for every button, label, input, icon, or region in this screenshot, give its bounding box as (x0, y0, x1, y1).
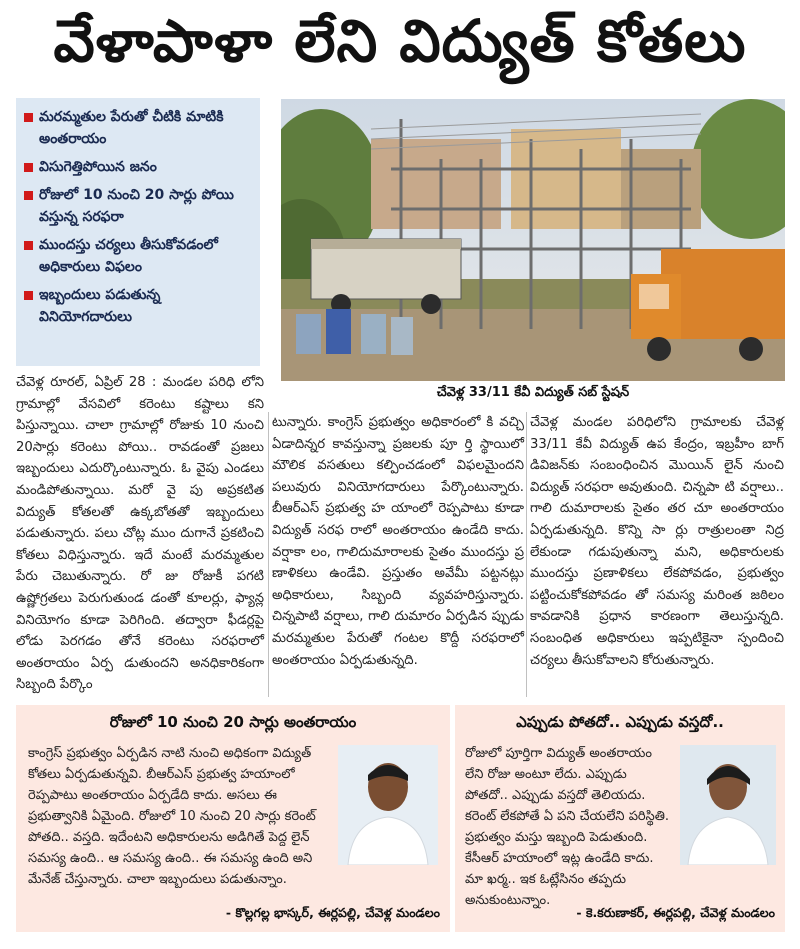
quote-box-a (16, 705, 450, 932)
portrait-photo (338, 745, 438, 865)
highlights-box (16, 98, 260, 366)
article-column-2 (272, 412, 524, 671)
substation-photo (281, 99, 785, 381)
highlight-item: ఇబ్బందులు పడుతున్న వినియోగదారులు (24, 284, 252, 328)
quote-text: రోజులో పూర్తిగా విద్యుత్ అంతరాయం లేని రోజు అంటూ లేదు. ఎప్పుడు పోతదో.. ఎప్పుడు వస్తదో తెలియదు. కరెంట్ లేకపోతే ఏ పని చేయలేని పరిస్థితి. ప్రభుత్వం మస్తు ఇబ్బంది పెడుతుంది. కేసీఆర్ హయాంలో ఇట్ల ఉండేది కాదు. మా ఖర్మ.. ఇక ఓట్లేసినం తప్పదు అనుకుంటున్నాం. (465, 746, 670, 908)
quote-signature: - కె.కరుణాకర్, ఈర్లపల్లి, చేవెళ్ల మండలం (576, 905, 775, 920)
headline (0, 0, 800, 96)
quote-title: రోజులో 10 నుంచి 20 సార్లు అంతరాయం (109, 713, 357, 731)
substation-illustration (281, 99, 785, 381)
bullet-square-icon (24, 191, 33, 200)
highlight-item: రోజులో 10 నుంచి 20 సార్లు పోయి వస్తున్న సరఫరా (24, 184, 252, 228)
portrait-photo (680, 745, 776, 865)
highlight-item: ముందస్తు చర్యలు తీసుకోవడంలో అధికారులు విఫలం (24, 234, 252, 278)
headline-text: వేళాపాళా లేని విద్యుత్ కోతలు (53, 6, 747, 75)
highlight-item: విసుగెత్తిపోయిన జనం (24, 156, 252, 178)
highlight-item: మరమ్మతుల పేరుతో చీటికి మాటికి అంతరాయం (24, 106, 252, 150)
article-column-1 (16, 372, 264, 696)
article-column-3 (530, 412, 784, 671)
column-divider (526, 412, 527, 697)
quote-signature: - కొల్లగల్ల భాస్కర్, ఈర్లపల్లి, చేవెళ్ల మండలం (225, 905, 440, 920)
photo-caption: చేవెళ్ల 33/11 కేవీ విద్యుత్ సబ్ స్టేషన్ (436, 385, 630, 400)
quote-text: కాంగ్రెస్ ప్రభుత్వం ఏర్పడిన నాటి నుంచి అధికంగా విద్యుత్ కోతలు ఏర్పడుతున్నవి. బీఆర్ఎస్ ప్రభుత్వ హయాంలో రెప్పపాటు అంతరాయం ఏర్పడేది కాదు. అసలు ఈ ప్రభుత్వానికి ఏమైంది. రోజులో 10 నుంచి 20 సార్లు కరెంట్ పోతది.. వస్తది. ఇదేంటని అధికారులను అడిగితే పెద్ద లైన్ సమస్య ఉంది.. ఆ సమస్య ఉంది.. ఈ సమస్య ఉంది అని మేనేజ్ చేస్తున్నారు. చాలా ఇబ్బందులు పడుతున్నాం. (28, 746, 316, 887)
quote-box-b (455, 705, 785, 932)
bullet-square-icon (24, 113, 33, 122)
column-divider (268, 412, 269, 697)
article-text: చేవెళ్ల మండల పరిధిలోని గ్రామాలకు చేవెళ్ల 33/11 కేవీ విద్యుత్ ఉప కేంద్రం, ఇబ్రహీం బాగ్ డివిజన్‌కు సంబంధించిన మొయిన్ లైన్ నుంచి విద్యుత్ సరఫరా అవుతుంది. చిన్నపా టి వర్షాలు.. గాలి దుమారాలకు సైతం తర చూ అంతరాయం ఏర్పడుతున్నది. కొన్ని సా ర్లు రాత్రులంతా నిద్ర లేకుండా గడుపుతున్నా మని, అధికారులకు ముందస్తు ప్రణాళికలు లేకపోవడం, ప్రభుత్వం పట్టించుకోకపోవడం తో సమస్య మరింత జఠిలం కావడానికి ప్రధాన కారణంగా తెలుస్తున్నది. సంబంధిత అధికారులు ఇప్పటికైనా స్పందించి చర్యలు తీసుకోవాలని కోరుతున్నారు. (530, 415, 784, 668)
person-icon (680, 745, 776, 865)
article-text: చేవెళ్ల రూరల్, ఏప్రిల్ 28 : మండల పరిధి లోని గ్రామాల్లో వేసవిలో కరెంటు కష్టాలు కని పిస్తున్నాయి. చాలా గ్రామాల్లో రోజుకు 10 నుంచి 20సార్లు కరెంటు పోయి.. రావడంతో ప్రజలు ఇబ్బందులు ఎదుర్కొంటున్నారు. ఓ వైపు ఎండలు మండిపోతున్నాయి. మరో వై పు అప్రకటిత విద్యుత్ కోతలతో ఉక్కబోతతో ఇబ్బందులు పడుతున్నారు. పలు చోట్ల ముం దుగానే ప్రకటించి కోతలు విధిస్తున్నారు. ఇదే మంటే మరమ్మతుల పేరు చెబుతున్నారు. రో జు రోజుకీ పగటి ఉష్ణోగ్రతలు పెరుగుతుండ డంతో కూలర్లు, ఫ్యాన్ల వినియోగం కూడా పెరిగింది. తద్వారా ఫీడర్లపై లోడు పెరగడం తోనే కరెంటు సరఫరాలో అంతరాయం ఏర్ప డుతుందని అనధికారికంగా సిబ్బంది పేర్కొం (16, 375, 264, 693)
quote-title: ఎప్పుడు పోతదో.. ఎప్పుడు వస్తదో.. (516, 713, 724, 731)
bullet-square-icon (24, 163, 33, 172)
bullet-square-icon (24, 291, 33, 300)
article-text: టున్నారు. కాంగ్రెస్ ప్రభుత్వం అధికారంలో కి వచ్చి ఏడాదిన్నర కావస్తున్నా ప్రజలకు పూ ర్తి స్థాయిలో మౌలిక వసతులు కల్పించడంలో విఫలమైందని పలువురు వినియోగదారులు పేర్కొంటున్నారు. బీఆర్ఎస్ ప్రభుత్వ హ యాంలో రెప్పపాటు కూడా విద్యుత్ సరఫ రాలో అంతరాయం ఉండేది కాదు. వర్షాకా లం, గాలిదుమారాలకు సైతం ముందస్తు ప్ర ణాళికలు ఉండేవి. ప్రస్తుతం అవేమీ పట్టనట్లు అధికారులు, సిబ్బంది వ్యవహరిస్తున్నారు. చిన్నపాటి వర్షాలు, గాలి దుమారం ఏర్పడిన ప్పుడు మరమ్మతుల పేరుతో గంటల కొద్దీ సరఫరాలో అంతరాయం ఏర్పడుతున్నది. (272, 415, 524, 668)
person-icon (338, 745, 438, 865)
bullet-square-icon (24, 241, 33, 250)
